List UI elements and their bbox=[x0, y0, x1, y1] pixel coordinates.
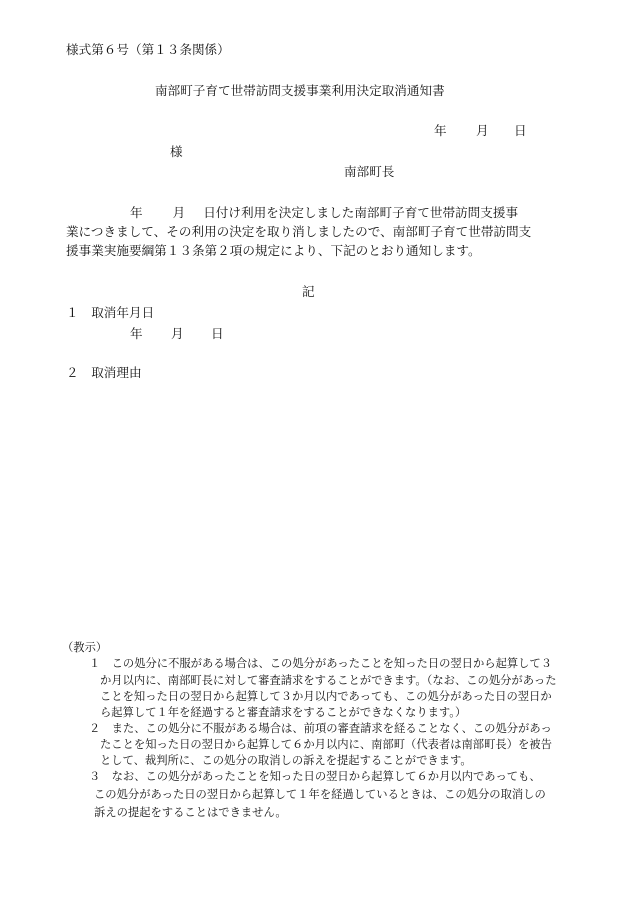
body-month: 月 bbox=[172, 205, 186, 220]
notice-line: 訴えの提起をすることはできません。 bbox=[94, 806, 287, 819]
body-line-2: 業につきまして、その利用の決定を取り消しましたので、南部町子育て世帯訪問支 bbox=[66, 224, 532, 239]
date-day: 日 bbox=[514, 123, 527, 138]
notice-line: ３ なお、この処分があったことを知った日の翌日から起算して６か月以内であっても、 bbox=[89, 770, 541, 783]
notice-line: として、裁判所に、この処分の取消しの訴えを提起することができます。 bbox=[100, 754, 472, 767]
item1-day: 日 bbox=[211, 326, 224, 341]
item1-month: 月 bbox=[171, 326, 184, 341]
body-line-1 bbox=[66, 205, 518, 221]
date-month: 月 bbox=[476, 123, 489, 138]
date-year: 年 bbox=[434, 123, 447, 138]
body-year: 年 bbox=[130, 205, 143, 220]
notice-heading: （教示） bbox=[62, 641, 108, 654]
notice-line: たことを知った日の翌日から起算して６か月以内に、南部町（代表者は南部町長）を被告 bbox=[100, 738, 552, 751]
ki-heading: 記 bbox=[302, 284, 315, 299]
notice-line: ２ また、この処分に不服がある場合は、前項の審査請求を経ることなく、この処分があっ bbox=[89, 722, 552, 735]
body-rest: 日付け利用を決定しました南部町子育て世帯訪問支援事 bbox=[203, 205, 519, 220]
addressee-suffix: 様 bbox=[170, 144, 183, 159]
document-title: 南部町子育て世帯訪問支援事業利用決定取消通知書 bbox=[155, 83, 445, 98]
notice-line: ことを知った日の翌日から起算して３か月以内であっても、この処分があった日の翌日か bbox=[100, 690, 552, 703]
item1-year: 年 bbox=[130, 326, 143, 341]
notice-line: １ この処分に不服がある場合は、この処分があったことを知った日の翌日から起算して３ bbox=[89, 657, 553, 670]
item2-label: ２ 取消理由 bbox=[66, 365, 142, 380]
issuer-name: 南部町長 bbox=[344, 164, 395, 179]
notice-line: か月以内に、南部町長に対して審査請求をすることができます。（なお、この処分があった bbox=[100, 674, 557, 687]
item1-label: １ 取消年月日 bbox=[66, 305, 155, 320]
form-number: 様式第６号（第１３条関係） bbox=[66, 42, 230, 57]
body-line-3: 援事業実施要綱第１３条第２項の規定により、下記のとおり通知します。 bbox=[66, 243, 481, 258]
notice-line: ら起算して１年を経過すると審査請求をすることができなくなります。） bbox=[100, 706, 467, 719]
notice-line: この処分があった日の翌日から起算して１年を経過しているときは、この処分の取消しの bbox=[94, 788, 546, 801]
